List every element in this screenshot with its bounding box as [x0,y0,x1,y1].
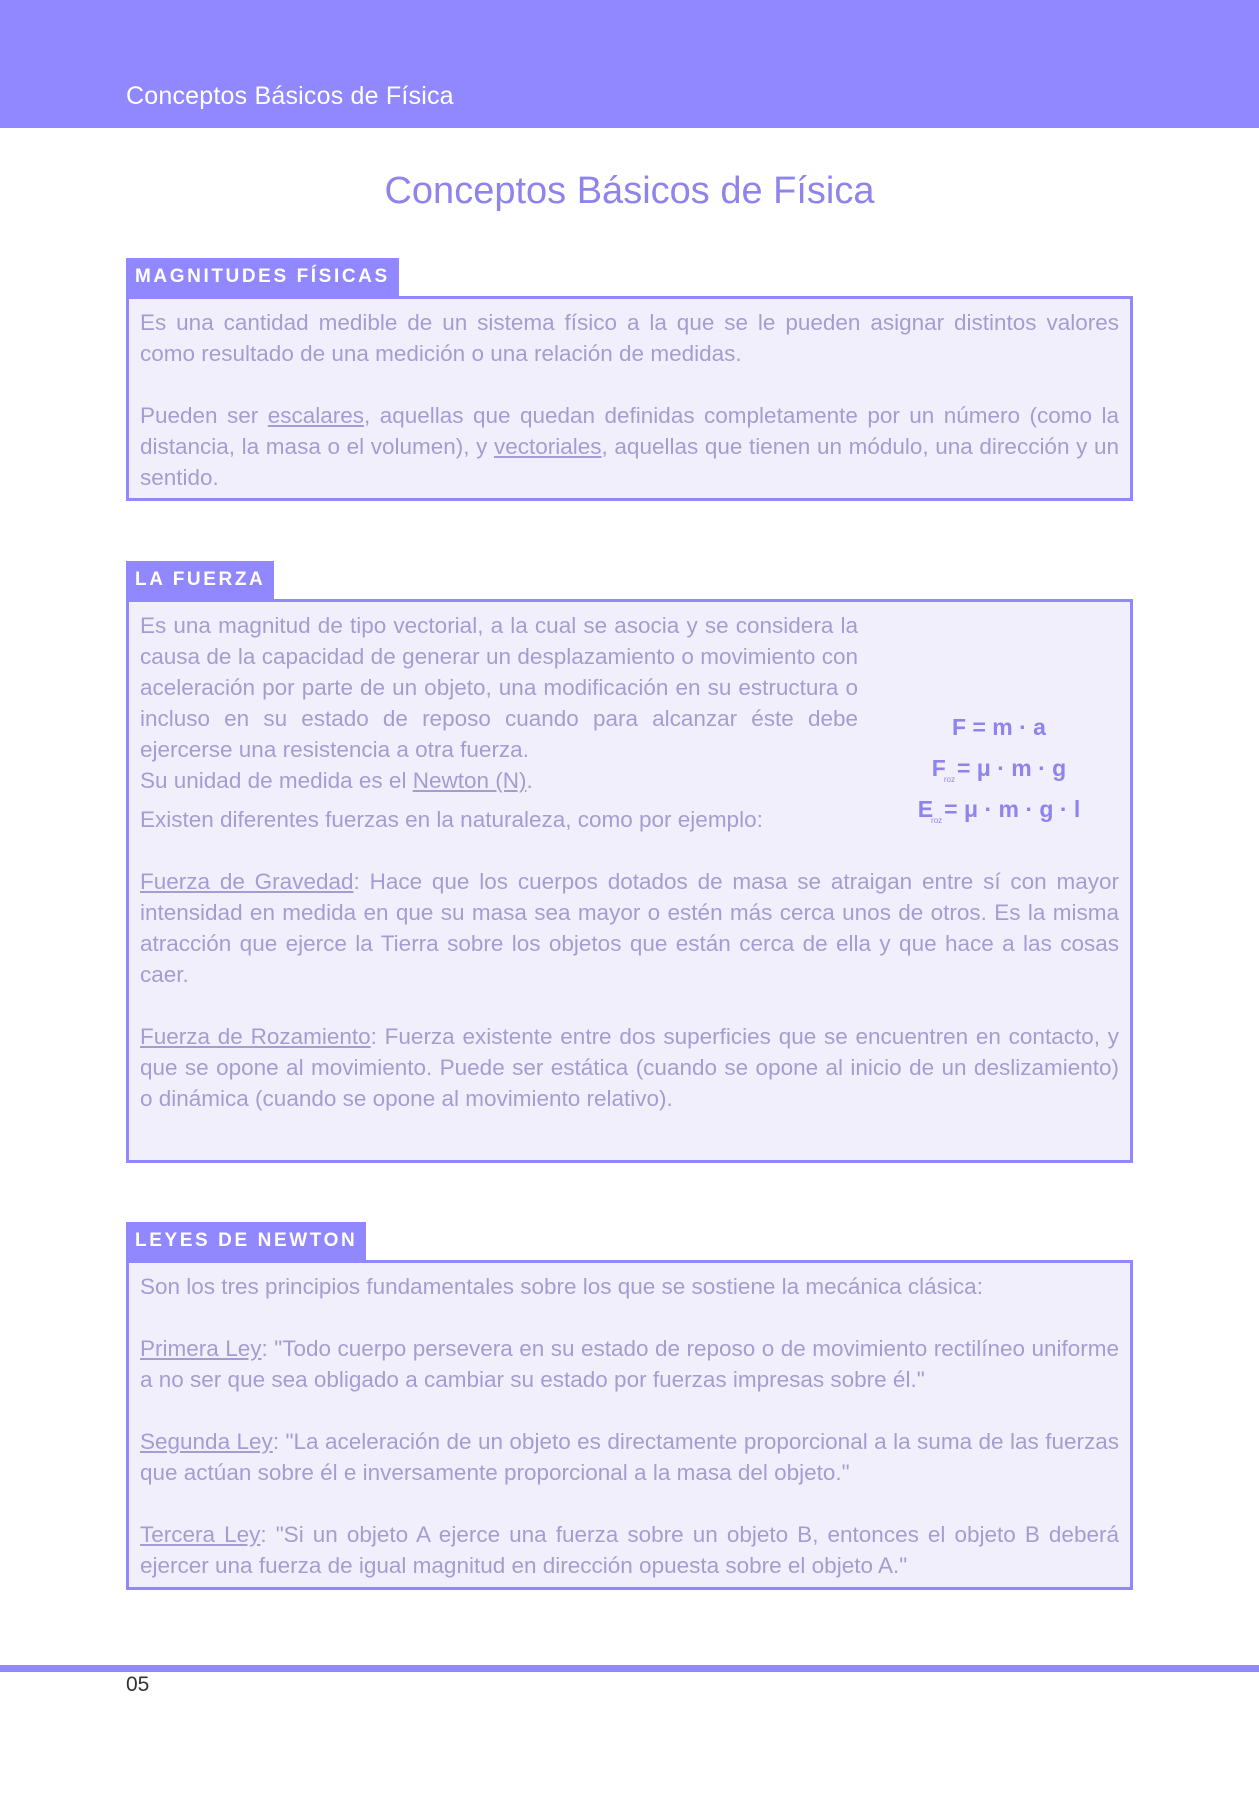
tercera-ley-term: Tercera Ley [140,1522,261,1547]
section-label-magnitudes: MAGNITUDES FÍSICAS [126,258,399,296]
paragraph: Fuerza de Gravedad: Hace que los cuerpos dotados de masa se atraigan entre sí con mayor intensidad en medida en que su masa sea mayor o estén más cerca unos de otros. Es la misma atracción que ejerce la Tierra sobre los objetos que están cerca de ella y que hace a las cosas caer. [140,869,1119,987]
paragraph: Es una cantidad medible de un sistema físico a la que se le pueden asignar distintos valores como resultado de una medición o una relación de medidas. [140,310,1119,366]
formula-newton: F = m · a [952,714,1046,740]
primera-ley-term: Primera Ley [140,1336,262,1361]
gravedad-term: Fuerza de Gravedad [140,869,354,894]
section-box-newton [126,1260,1133,1590]
formula-energia-rozamiento: $E_{roz}= \mu \cdot m \cdot g \cdot l$ [917,796,1081,825]
segunda-ley-term: Segunda Ley [140,1429,273,1454]
vectoriales-term: vectoriales [494,434,602,459]
formula-rozamiento: $F_{roz}= \mu \cdot m \cdot g$ [931,755,1067,784]
paragraph: Su unidad de medida es el Newton (N). [140,768,533,793]
paragraph: Existen diferentes fuerzas en la naturaleza, como por ejemplo: [140,807,763,832]
paragraph: Tercera Ley: "Si un objeto A ejerce una fuerza sobre un objeto B, entonces el objeto B deberá ejercer una fuerza de igual magnitud en dirección opuesta sobre el objeto A." [140,1522,1119,1578]
header-title: Conceptos Básicos de Física [126,82,454,110]
formulas-block [889,707,1109,830]
paragraph: Primera Ley: "Todo cuerpo persevera en su estado de reposo o de movimiento rectilíneo uniforme a no ser que sea obligado a cambiar su estado por fuerzas impresas sobre él." [140,1336,1119,1392]
section-box-magnitudes [126,296,1133,501]
paragraph: Es una magnitud de tipo vectorial, a la cual se asocia y se considera la causa de la capacidad de generar un desplazamiento o movimiento con aceleración por parte de un objeto, una modificación en su estructura o incluso en su estado de reposo cuando para alcanzar éste debe ejercerse una resistencia a otra fuerza. [140,613,858,762]
section-box-fuerza [126,599,1133,1163]
newton-unit-term: Newton (N) [412,768,527,793]
page-title: Conceptos Básicos de Física [384,170,875,212]
page-header [0,0,1259,128]
paragraph: Pueden ser escalares, aquellas que quedan definidas completamente por un número (como la distancia, la masa o el volumen), y vectoriales, aquellas que tienen un módulo, una dirección y un sentido. [140,403,1119,490]
section-label-newton: LEYES DE NEWTON [126,1222,366,1260]
paragraph: Segunda Ley: "La aceleración de un objeto es directamente proporcional a la suma de las fuerzas que actúan sobre él e inversamente proporcional a la masa del objeto." [140,1429,1119,1485]
rozamiento-term: Fuerza de Rozamiento [140,1024,371,1049]
paragraph: Fuerza de Rozamiento: Fuerza existente entre dos superficies que se encuentren en contacto, y que se opone al movimiento. Puede ser estática (cuando se opone al inicio de un deslizamiento) o dinámica (cuando se opone al movimiento relativo). [140,1024,1119,1111]
paragraph: Son los tres principios fundamentales sobre los que se sostiene la mecánica clásica: [140,1274,983,1299]
footer-bar [0,1665,1259,1672]
page-number: 05 [126,1673,150,1696]
section-label-fuerza: LA FUERZA [126,561,274,599]
escalares-term: escalares [267,403,365,428]
